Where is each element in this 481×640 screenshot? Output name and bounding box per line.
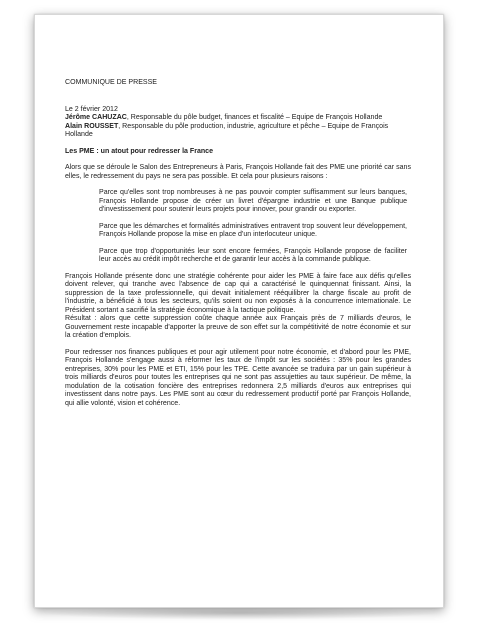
spacer <box>65 240 411 248</box>
spacer <box>65 265 411 273</box>
spacer <box>65 341 411 349</box>
reason-paragraph: Parce qu'elles sont trop nombreuses à ne pas pouvoir compter suffisamment sur leurs banques, François Hollande propose de créer un livret d'épargne industrie et une Banque publique d'investissement pour soutenir leurs projets pour innover, pour grandir ou exporter. <box>99 189 407 213</box>
signatory-name: Jérôme CAHUZAC <box>65 114 127 121</box>
signatory <box>65 114 411 123</box>
body-paragraph: Pour redresser nos finances publiques et pour agir utilement pour notre économie, et d'abord pour les PME, François Hollande s'engage aussi à réformer les taux de l'impôt sur les sociétés : 35% pour les grandes entreprises, 30% pour les PME et ETI, 15% pour les TPE. Cette avancée se traduira par un gain supérieur à trois milliards d'euros pour toutes les entreprises qui ne sont pas assujetties au taux supérieur. De même, la modulation de la cotisation foncière des entreprises redonnera 2,5 milliards d'euros aux entreprises qui investissent dans notre pays. Les PME sont au cœur du redressement productif porté par François Hollande, qui allie volonté, vision et cohérence. <box>65 348 411 407</box>
page-shadow <box>40 606 440 620</box>
spacer <box>65 215 411 223</box>
spacer <box>65 156 411 164</box>
signatory-role: , Responsable du pôle production, industrie, agriculture et pêche – Equipe de François Hollande <box>65 122 389 138</box>
document-body <box>65 79 411 408</box>
spacer <box>65 181 411 189</box>
signatory-name: Alain ROUSSET <box>65 122 119 130</box>
document-heading: COMMUNIQUE DE PRESSE <box>65 79 158 86</box>
signatory <box>65 123 411 140</box>
body-paragraph: François Hollande présente donc une stratégie cohérente pour aider les PME à faire face aux défis qu'elles doivent relever, qui tranche avec l'absence de cap qui a caractérisé le quinquennat finissant. Ainsi, la suppression de la taxe professionnelle, qui devait initialement rééquilibrer la charge fiscale au profit de l'industrie, a bénéficié à tous les secteurs, qu'ils soient ou non exposés à la concurrence internationale. Le Président sortant a sacrifié la stratégie économique à la tactique politique. <box>65 272 411 314</box>
reason-paragraph: Parce que les démarches et formalités administratives entravent trop souvent leur développement, François Hollande propose la mise en place d'un interlocuteur unique. <box>99 222 407 238</box>
spacer <box>65 140 411 148</box>
document-title: Les PME : un atout pour redresser la France <box>65 147 214 155</box>
document-page <box>34 14 444 608</box>
intro-paragraph: Alors que se déroule le Salon des Entrepreneurs à Paris, François Hollande fait des PME une priorité car sans elles, le redressement du pays ne sera pas possible. Et cela pour plusieurs raisons : <box>65 164 411 180</box>
document-date: Le 2 février 2012 <box>65 105 118 113</box>
body-paragraph: Résultat : alors que cette suppression coûte chaque année aux Français près de 7 milliards d'euros, le Gouvernement reste incapable d'apporter la preuve de son effet sur la compétitivité de notre économie et sur la création d'emplois. <box>65 315 411 339</box>
signatory-role: , Responsable du pôle budget, finances et fiscalité – Equipe de François Hollande <box>126 114 383 121</box>
reason-paragraph: Parce que trop d'opportunités leur sont encore fermées, François Hollande propose de faciliter leur accès au crédit impôt recherche et de garantir leur accès à la commande publique. <box>99 247 407 263</box>
